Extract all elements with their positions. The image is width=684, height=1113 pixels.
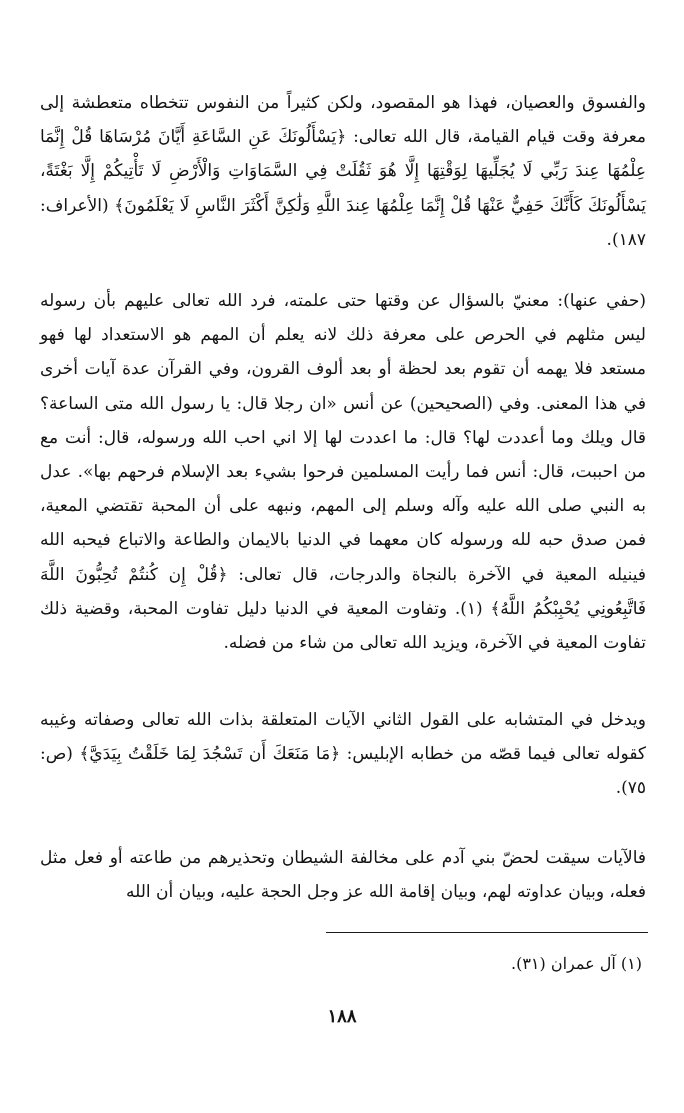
paragraph-2-line-2: رسوله ليس مثلهم في الحرص على معرفة ذلك لانه يعلم أن المهم هو الاستعداد لها bbox=[40, 291, 646, 346]
paragraph-2-line-9: بالايمان والطاعة والاتباع فيحبه الله فينيله المعية في الآخرة بالنجاة والدرجات، قال bbox=[40, 530, 646, 585]
paragraph-2-line-4: آيات أخرى في هذا المعنى. وفي (الصحيحين) عن أنس «ان رجلا قال: يا رسول bbox=[40, 359, 647, 414]
paragraph-4-line-2: مثل فعله، وبيان عداوته لهم، وبيان إقامة الله عز وجل الحجة عليه، وبيان أن الله bbox=[40, 848, 646, 903]
paragraph-3 bbox=[40, 703, 646, 806]
paragraph-3-line-2: وغيبه كقوله تعالى فيما قصّه من خطابه الإبليس: ﴿مَا مَنَعَكَ أَن تَسْجُدَ لِمَا خَلَقْتُ bbox=[40, 710, 647, 765]
paragraph-1-line-2: معرفة وقت قيام القيامة، قال الله تعالى: ﴿يَسْأَلُونَكَ عَنِ السَّاعَةِ أَيَّانَ مُرْسَاهَا قُلْ bbox=[71, 127, 647, 148]
paragraph-2-line-1: (حفي عنها): معنيّ بالسؤال عن وقتها حتى علمته، فرد الله تعالى عليهم بأن bbox=[93, 291, 647, 311]
paragraph-2-line-12: من شاء من فضله. bbox=[223, 633, 355, 654]
paragraph-3-line-3: بِيَدَيَّ﴾ (ص: ٧٥). bbox=[40, 744, 646, 799]
paragraph-2-line-6: ورسوله، قال: أنت مع من احببت، قال: أنس فما رأيت المسلمين فرحوا بشيء bbox=[40, 427, 646, 483]
paragraph-1 bbox=[40, 86, 646, 257]
paragraph-2 bbox=[40, 284, 646, 660]
footnote: (١) آل عمران (٣١). bbox=[511, 954, 642, 973]
paragraph-1-line-5: يَعْلَمُونَ﴾ (الأعراف: ١٨٧). bbox=[40, 195, 646, 250]
paragraph-2-line-11: الدنيا دليل تفاوت المحبة، وقضية ذلك تفاوت المعية في الآخرة، ويزيد الله تعالى bbox=[40, 598, 646, 654]
paragraph-2-line-8: على أن المحبة تقتضي المعية، فمن صدق حبه لله ورسوله كان معهما في الدنيا bbox=[40, 496, 646, 551]
paragraph-2-line-7: بعد الإسلام فرحهم بها». عدل به النبي صلى الله عليه وآله وسلم إلى المهم، ونبهه bbox=[40, 462, 647, 517]
paragraph-4 bbox=[40, 841, 646, 909]
paragraph-1-line-4: إِلَّا بَغْتَةً، يَسْأَلُونَكَ كَأَنَّكَ حَفِيٌّ عَنْهَا قُلْ إِنَّمَا عِلْمُهَا عِندَ اللَّهِ وَلَٰكِنَّ أَكْثَرَ النَّاسِ لَا bbox=[40, 161, 647, 216]
paragraph-2-line-3: فهو مستعد فلا يهمه أن تقوم بعد لحظة أو بعد ألوف القرون، وفي القرآن عدة bbox=[40, 325, 646, 380]
paragraph-2-line-5: الله متى الساعة؟ قال ويلك وما أعددت لها؟ قال: ما اعددت لها إلا اني احب الله bbox=[40, 393, 647, 448]
footnote-divider bbox=[326, 932, 648, 933]
paragraph-3-line-1: ويدخل في المتشابه على القول الثاني الآيات المتعلقة بذات الله تعالى وصفاته bbox=[84, 710, 646, 730]
page-number: ١٨٨ bbox=[327, 1006, 357, 1027]
paragraph-1-line-1: والفسوق والعصيان، فهذا هو المقصود، ولكن كثيراً من النفوس تتخطاه متعطشة إلى bbox=[40, 93, 646, 113]
paragraph-4-line-1: فالآيات سيقت لحضّ بني آدم على مخالفة الشيطان وتحذيرهم من طاعته أو فعل bbox=[73, 848, 646, 868]
paragraph-1-line-3: إِنَّمَا عِلْمُهَا عِندَ رَبِّي لَا يُجَلِّيهَا لِوَقْتِهَا إِلَّا هُوَ ثَقُلَتْ فِي السَّمَاوَاتِ وَالْأَرْضِ لَا تَأْتِيكُمْ bbox=[40, 127, 647, 182]
paragraph-2-line-10: تعالى: ﴿قُلْ إِن كُنتُمْ تُحِبُّونَ اللَّهَ فَاتَّبِعُونِي يُحْبِبْكُمُ اللَّهُ﴾ (١). وتفاوت المعية في bbox=[40, 564, 647, 619]
